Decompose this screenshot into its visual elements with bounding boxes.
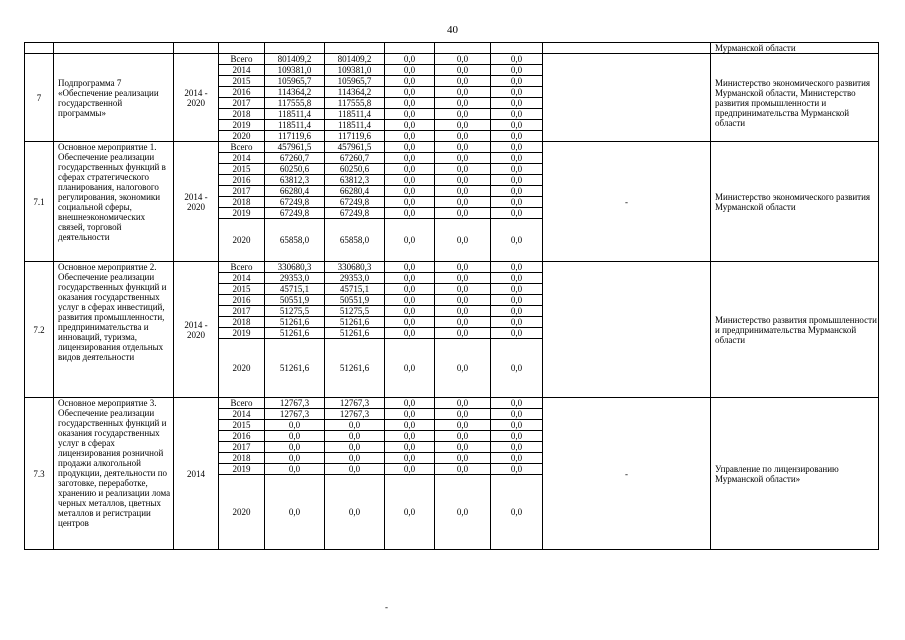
regional-budget-cell: 50551,9 (325, 295, 385, 306)
year-cell: 2014 (219, 153, 265, 164)
year-cell: 2014 (219, 273, 265, 284)
total-cell: 51261,6 (265, 339, 325, 398)
total-cell: 63812,3 (265, 175, 325, 186)
total-cell: 29353,0 (265, 273, 325, 284)
total-cell: 118511,4 (265, 120, 325, 131)
total-cell: 0,0 (265, 453, 325, 464)
local-budget-cell: 0,0 (435, 328, 491, 339)
local-budget-cell: 0,0 (435, 219, 491, 262)
other-sources-cell: 0,0 (491, 262, 543, 273)
regional-budget-cell: 0,0 (325, 442, 385, 453)
regional-budget-cell: 117555,8 (325, 98, 385, 109)
responsible: Министерство экономического развития Мурманской области (711, 142, 879, 262)
regional-budget-cell: 60250,6 (325, 164, 385, 175)
federal-budget-cell: 0,0 (385, 475, 435, 550)
year-cell: 2015 (219, 420, 265, 431)
federal-budget-cell: 0,0 (385, 109, 435, 120)
other-sources-cell: 0,0 (491, 197, 543, 208)
regional-budget-cell: 45715,1 (325, 284, 385, 295)
local-budget-cell: 0,0 (435, 295, 491, 306)
total-cell: 117119,6 (265, 131, 325, 142)
local-budget-cell: 0,0 (435, 109, 491, 120)
local-budget-cell: 0,0 (435, 262, 491, 273)
year-cell: 2014 (219, 409, 265, 420)
period: 2014 (174, 398, 219, 550)
local-budget-cell: 0,0 (435, 208, 491, 219)
local-budget-cell: 0,0 (435, 175, 491, 186)
year-cell: 2015 (219, 284, 265, 295)
regional-budget-cell: 67249,8 (325, 208, 385, 219)
local-budget-cell: 0,0 (435, 431, 491, 442)
total-cell: 60250,6 (265, 164, 325, 175)
year-cell: Всего (219, 142, 265, 153)
year-cell: 2018 (219, 317, 265, 328)
year-cell: 2016 (219, 431, 265, 442)
federal-budget-cell: 0,0 (385, 409, 435, 420)
local-budget-cell: 0,0 (435, 54, 491, 65)
federal-budget-cell: 0,0 (385, 431, 435, 442)
page-number: 40 (447, 24, 458, 36)
local-budget-cell: 0,0 (435, 197, 491, 208)
federal-budget-cell: 0,0 (385, 175, 435, 186)
local-budget-cell: 0,0 (435, 442, 491, 453)
period: 2014 - 2020 (174, 262, 219, 398)
other-sources-cell: 0,0 (491, 328, 543, 339)
regional-budget-cell: 0,0 (325, 431, 385, 442)
local-budget-cell: 0,0 (435, 153, 491, 164)
local-budget-cell: 0,0 (435, 453, 491, 464)
other-sources-cell: 0,0 (491, 65, 543, 76)
local-budget-cell: 0,0 (435, 120, 491, 131)
federal-budget-cell: 0,0 (385, 442, 435, 453)
row-number: 7.1 (25, 142, 54, 262)
year-cell: 2020 (219, 339, 265, 398)
regional-budget-cell: 63812,3 (325, 175, 385, 186)
year-cell: 2020 (219, 475, 265, 550)
other-sources-cell: 0,0 (491, 76, 543, 87)
year-cell: 2015 (219, 164, 265, 175)
other-sources-cell: 0,0 (491, 431, 543, 442)
total-cell: 330680,3 (265, 262, 325, 273)
total-cell: 105965,7 (265, 76, 325, 87)
header-last-cell: Мурманской области (711, 43, 879, 54)
federal-budget-cell: 0,0 (385, 284, 435, 295)
other-sources-cell: 0,0 (491, 186, 543, 197)
year-cell: 2018 (219, 453, 265, 464)
other-sources-cell: 0,0 (491, 317, 543, 328)
federal-budget-cell: 0,0 (385, 153, 435, 164)
federal-budget-cell: 0,0 (385, 295, 435, 306)
total-cell: 51275,5 (265, 306, 325, 317)
regional-budget-cell: 118511,4 (325, 120, 385, 131)
year-cell: 2017 (219, 442, 265, 453)
federal-budget-cell: 0,0 (385, 65, 435, 76)
responsible: Министерство экономического развития Мурманской области, Министерство развития промышленности и предпринимательства Мурманской области (711, 54, 879, 142)
local-budget-cell: 0,0 (435, 98, 491, 109)
other-sources-cell: 0,0 (491, 442, 543, 453)
other-sources-cell: 0,0 (491, 398, 543, 409)
year-cell: 2018 (219, 109, 265, 120)
federal-budget-cell: 0,0 (385, 339, 435, 398)
regional-budget-cell: 0,0 (325, 475, 385, 550)
regional-budget-cell: 67249,8 (325, 197, 385, 208)
total-cell: 45715,1 (265, 284, 325, 295)
year-cell: 2019 (219, 328, 265, 339)
federal-budget-cell: 0,0 (385, 219, 435, 262)
total-cell: 50551,9 (265, 295, 325, 306)
total-cell: 67249,8 (265, 208, 325, 219)
regional-budget-cell: 105965,7 (325, 76, 385, 87)
local-budget-cell: 0,0 (435, 164, 491, 175)
federal-budget-cell: 0,0 (385, 273, 435, 284)
regional-budget-cell: 117119,6 (325, 131, 385, 142)
other-sources-cell: 0,0 (491, 295, 543, 306)
regional-budget-cell: 12767,3 (325, 398, 385, 409)
federal-budget-cell: 0,0 (385, 98, 435, 109)
year-cell: Всего (219, 54, 265, 65)
federal-budget-cell: 0,0 (385, 186, 435, 197)
federal-budget-cell: 0,0 (385, 87, 435, 98)
other-sources-cell: 0,0 (491, 175, 543, 186)
other-sources-cell: 0,0 (491, 420, 543, 431)
other-sources-cell: 0,0 (491, 87, 543, 98)
other-sources-cell: 0,0 (491, 54, 543, 65)
period: 2014 - 2020 (174, 142, 219, 262)
measure-name: Подпрограмма 7 «Обеспечение реализации государственной программы» (54, 54, 174, 142)
local-budget-cell: 0,0 (435, 306, 491, 317)
footer-mark: - (385, 602, 388, 612)
federal-budget-cell: 0,0 (385, 420, 435, 431)
other-sources-cell: 0,0 (491, 409, 543, 420)
regional-budget-cell: 51261,6 (325, 339, 385, 398)
total-cell: 0,0 (265, 475, 325, 550)
local-budget-cell: 0,0 (435, 65, 491, 76)
total-cell: 67260,7 (265, 153, 325, 164)
other-sources-cell: 0,0 (491, 306, 543, 317)
total-cell: 0,0 (265, 431, 325, 442)
regional-budget-cell: 801409,2 (325, 54, 385, 65)
total-cell: 67249,8 (265, 197, 325, 208)
federal-budget-cell: 0,0 (385, 453, 435, 464)
row-number: 7 (25, 54, 54, 142)
year-cell: 2019 (219, 120, 265, 131)
total-cell: 0,0 (265, 420, 325, 431)
other-sources-cell: 0,0 (491, 273, 543, 284)
responsible: Управление по лицензированию Мурманской области» (711, 398, 879, 550)
other-sources-cell: 0,0 (491, 464, 543, 475)
other-sources-cell: 0,0 (491, 142, 543, 153)
other-sources-cell: 0,0 (491, 153, 543, 164)
table-row (25, 262, 879, 273)
regional-budget-cell: 457961,5 (325, 142, 385, 153)
other-sources-cell: 0,0 (491, 339, 543, 398)
federal-budget-cell: 0,0 (385, 76, 435, 87)
federal-budget-cell: 0,0 (385, 398, 435, 409)
year-cell: 2017 (219, 98, 265, 109)
local-budget-cell: 0,0 (435, 87, 491, 98)
regional-budget-cell: 29353,0 (325, 273, 385, 284)
total-cell: 0,0 (265, 442, 325, 453)
year-cell: 2016 (219, 175, 265, 186)
total-cell: 117555,8 (265, 98, 325, 109)
federal-budget-cell: 0,0 (385, 197, 435, 208)
regional-budget-cell: 12767,3 (325, 409, 385, 420)
regional-budget-cell: 114364,2 (325, 87, 385, 98)
regional-budget-cell: 51261,6 (325, 328, 385, 339)
regional-budget-cell: 0,0 (325, 453, 385, 464)
regional-budget-cell: 0,0 (325, 420, 385, 431)
other-sources-cell: 0,0 (491, 120, 543, 131)
total-cell: 801409,2 (265, 54, 325, 65)
federal-budget-cell: 0,0 (385, 120, 435, 131)
regional-budget-cell: 67260,7 (325, 153, 385, 164)
local-budget-cell: 0,0 (435, 186, 491, 197)
table-row (25, 142, 879, 153)
executor: - (543, 142, 711, 262)
row-number: 7.2 (25, 262, 54, 398)
total-cell: 114364,2 (265, 87, 325, 98)
regional-budget-cell: 330680,3 (325, 262, 385, 273)
local-budget-cell: 0,0 (435, 273, 491, 284)
regional-budget-cell: 51275,5 (325, 306, 385, 317)
year-cell: 2020 (219, 219, 265, 262)
federal-budget-cell: 0,0 (385, 54, 435, 65)
federal-budget-cell: 0,0 (385, 306, 435, 317)
executor: - (543, 398, 711, 550)
regional-budget-cell: 118511,4 (325, 109, 385, 120)
regional-budget-cell: 51261,6 (325, 317, 385, 328)
year-cell: 2019 (219, 464, 265, 475)
regional-budget-cell: 66280,4 (325, 186, 385, 197)
local-budget-cell: 0,0 (435, 339, 491, 398)
federal-budget-cell: 0,0 (385, 328, 435, 339)
year-cell: 2016 (219, 87, 265, 98)
total-cell: 118511,4 (265, 109, 325, 120)
year-cell: 2014 (219, 65, 265, 76)
local-budget-cell: 0,0 (435, 317, 491, 328)
total-cell: 51261,6 (265, 328, 325, 339)
table-row (25, 54, 879, 65)
year-cell: 2015 (219, 76, 265, 87)
other-sources-cell: 0,0 (491, 109, 543, 120)
federal-budget-cell: 0,0 (385, 131, 435, 142)
budget-table (24, 42, 879, 550)
other-sources-cell: 0,0 (491, 453, 543, 464)
local-budget-cell: 0,0 (435, 398, 491, 409)
other-sources-cell: 0,0 (491, 164, 543, 175)
local-budget-cell: 0,0 (435, 420, 491, 431)
local-budget-cell: 0,0 (435, 475, 491, 550)
total-cell: 66280,4 (265, 186, 325, 197)
row-number: 7.3 (25, 398, 54, 550)
table-row (25, 398, 879, 409)
other-sources-cell: 0,0 (491, 98, 543, 109)
header-row (25, 43, 879, 54)
period: 2014 - 2020 (174, 54, 219, 142)
other-sources-cell: 0,0 (491, 475, 543, 550)
federal-budget-cell: 0,0 (385, 208, 435, 219)
regional-budget-cell: 0,0 (325, 464, 385, 475)
total-cell: 51261,6 (265, 317, 325, 328)
year-cell: 2017 (219, 186, 265, 197)
measure-name: Основное мероприятие 2. Обеспечение реализации государственных функций и оказания государственных услуг в сферах инвестиций, развития промышленности, предпринимательства и инноваций, туризма, лицензирования отдельных видов деятельности (54, 262, 174, 398)
local-budget-cell: 0,0 (435, 131, 491, 142)
federal-budget-cell: 0,0 (385, 142, 435, 153)
local-budget-cell: 0,0 (435, 409, 491, 420)
year-cell: 2017 (219, 306, 265, 317)
regional-budget-cell: 109381,0 (325, 65, 385, 76)
other-sources-cell: 0,0 (491, 131, 543, 142)
total-cell: 12767,3 (265, 409, 325, 420)
executor (543, 54, 711, 142)
local-budget-cell: 0,0 (435, 464, 491, 475)
measure-name: Основное мероприятие 3. Обеспечение реализации государственных функций и оказания государственных услуг в сферах лицензирования розничной продажи алкогольной продукции, деятельности по заготовке, переработке, хранению и реализации лома черных металлов, цветных металлов и регистрации центров (54, 398, 174, 550)
local-budget-cell: 0,0 (435, 284, 491, 295)
federal-budget-cell: 0,0 (385, 464, 435, 475)
total-cell: 457961,5 (265, 142, 325, 153)
executor (543, 262, 711, 398)
measure-name: Основное мероприятие 1. Обеспечение реализации государственных функций в сферах стратегического планирования, налогового регулирования, экономики социальной сферы, внешнеэкономических связей, торговой деятельности (54, 142, 174, 262)
year-cell: Всего (219, 398, 265, 409)
other-sources-cell: 0,0 (491, 284, 543, 295)
total-cell: 109381,0 (265, 65, 325, 76)
other-sources-cell: 0,0 (491, 208, 543, 219)
local-budget-cell: 0,0 (435, 76, 491, 87)
local-budget-cell: 0,0 (435, 142, 491, 153)
year-cell: 2016 (219, 295, 265, 306)
year-cell: 2020 (219, 131, 265, 142)
year-cell: 2019 (219, 208, 265, 219)
other-sources-cell: 0,0 (491, 219, 543, 262)
year-cell: Всего (219, 262, 265, 273)
table-body (25, 43, 879, 550)
regional-budget-cell: 65858,0 (325, 219, 385, 262)
federal-budget-cell: 0,0 (385, 164, 435, 175)
total-cell: 0,0 (265, 464, 325, 475)
federal-budget-cell: 0,0 (385, 317, 435, 328)
responsible: Министерство развития промышленности и предпринимательства Мурманской области (711, 262, 879, 398)
total-cell: 65858,0 (265, 219, 325, 262)
federal-budget-cell: 0,0 (385, 262, 435, 273)
total-cell: 12767,3 (265, 398, 325, 409)
year-cell: 2018 (219, 197, 265, 208)
